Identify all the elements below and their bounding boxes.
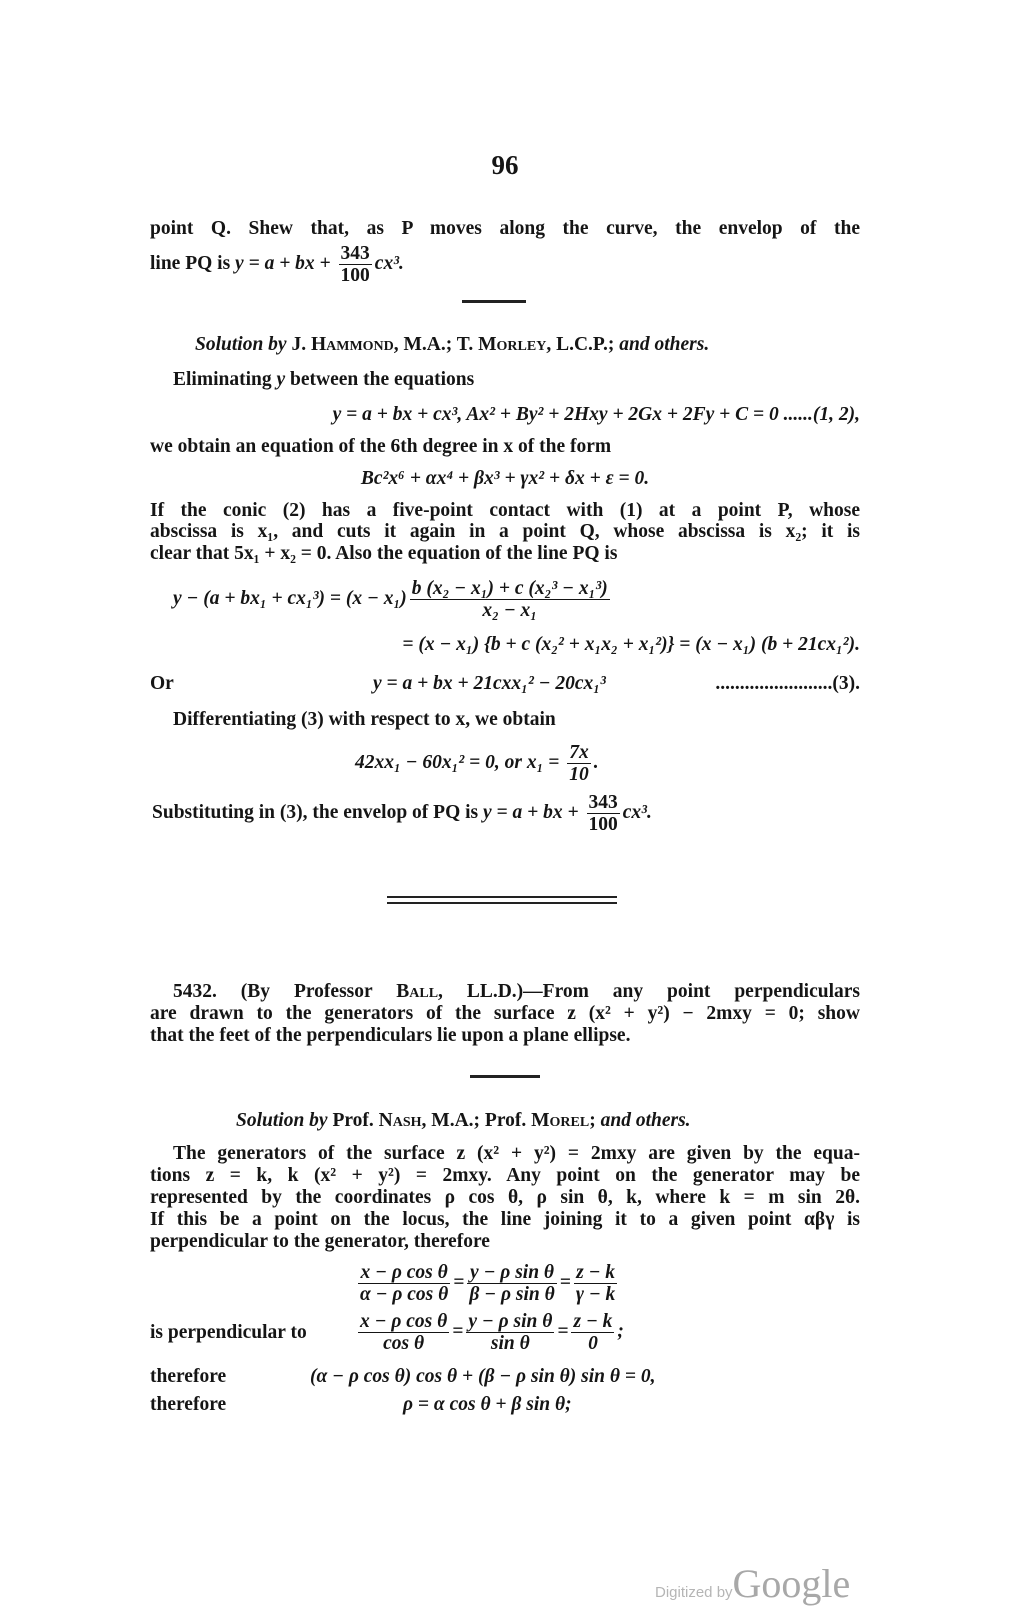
math: . (593, 751, 599, 773)
conclusion-line (152, 792, 862, 835)
numerator: 343 (588, 792, 618, 813)
therefore-label: therefore (150, 1394, 227, 1415)
numerator: 343 (340, 243, 370, 264)
paragraph-line: tions z = k, k (x² + y²) = 2mxy. Any point on the generator may be (150, 1165, 860, 1186)
solution-heading (236, 1110, 946, 1132)
denominator: x₂ − x₁ (482, 600, 538, 621)
page-number: 96 (491, 150, 519, 180)
text: , M.A.; Prof. (421, 1110, 532, 1131)
numerator: y − ρ sin θ (467, 1262, 556, 1284)
paragraph-line (173, 369, 883, 391)
solution-label: Solution by (195, 334, 287, 355)
google-watermark (655, 1560, 850, 1607)
paragraph-line: represented by the coordinates ρ cos θ, ρ sin θ, k, where k = m sin 2θ. (150, 1187, 860, 1208)
denominator: cos θ (383, 1333, 425, 1354)
or-label: Or (150, 673, 174, 694)
lhs: y − (a + bx₁ + cx₁³) = (x − x₁) (173, 587, 407, 609)
semicolon: ; (617, 1320, 624, 1342)
question-5432-line-1 (173, 981, 860, 1003)
prev-problem-line-1: point Q. Shew that, as P moves along the curve, the envelop of the (150, 218, 860, 239)
numerator: z − k (574, 1262, 617, 1284)
math: y = a + bx + (235, 252, 336, 274)
math: y (276, 369, 286, 390)
text: Prof. (327, 1110, 379, 1131)
double-rule-top (387, 896, 617, 898)
math: cx³. (374, 252, 404, 274)
math: cx³. (622, 801, 652, 823)
author-name: Morel (531, 1110, 590, 1131)
fraction (467, 1262, 556, 1305)
text: , LL.D.)—From any point perpendiculars (438, 981, 861, 1002)
denominator: sin θ (490, 1333, 530, 1354)
equals: = (452, 1320, 464, 1342)
equals: = (453, 1271, 465, 1293)
paragraph-line: abscissa is x₁, and cuts it again in a point Q, whose abscissa is x₂; it is (150, 521, 860, 542)
text: (By Professor (216, 981, 397, 1002)
numerator: 7x (569, 742, 589, 763)
fraction (567, 742, 591, 785)
text: Substituting in (3), the envelop of PQ is (152, 801, 483, 823)
equation-3: y = a + bx + 21cxx₁² − 20cx₁³ (373, 673, 606, 694)
equation-sextic: Bc²x⁶ + αx⁴ + βx³ + γx² + δx + ε = 0. (360, 468, 650, 489)
fraction (466, 1311, 554, 1354)
fraction (587, 792, 620, 835)
author-name: Nash (378, 1110, 422, 1131)
perpendicular-label: is perpendicular to (150, 1322, 307, 1343)
fraction (571, 1311, 614, 1354)
denominator: α − ρ cos θ (360, 1284, 449, 1305)
numerator: z − k (573, 1311, 613, 1332)
equation-1-2: y = a + bx + cx³, Ax² + By² + 2Hxy + 2Gx + 2Fy + C = 0 ......(1, 2), (332, 404, 860, 425)
equation-rho: ρ = α cos θ + β sin θ; (403, 1394, 572, 1415)
equation-3-tag: ........................(3). (715, 673, 860, 694)
fraction (358, 1262, 450, 1305)
text: ; (589, 1110, 601, 1131)
equals: = (559, 1271, 571, 1293)
fraction (358, 1311, 449, 1354)
equation-foot: (α − ρ cos θ) cos θ + (β − ρ sin θ) sin θ = 0, (310, 1366, 656, 1387)
equation-generator-line (355, 1262, 1010, 1305)
text: Eliminating (173, 369, 277, 390)
paragraph-line: we obtain an equation of the 6th degree in x of the form (150, 436, 612, 457)
question-5432-line-3: that the feet of the perpendiculars lie upon a plane ellipse. (150, 1025, 631, 1046)
others-label: and others. (600, 1110, 691, 1131)
paragraph-line: Differentiating (3) with respect to x, we obtain (173, 709, 556, 730)
others-label: and others. (619, 334, 710, 355)
fraction (574, 1262, 617, 1305)
denominator: 0 (588, 1333, 598, 1354)
denominator: 100 (588, 814, 618, 835)
paragraph-line: If this be a point on the locus, the line joining it to a given point αβγ is (150, 1209, 860, 1230)
denominator: β − ρ sin θ (469, 1284, 555, 1305)
therefore-label: therefore (150, 1366, 227, 1387)
numerator: b (x₂ − x₁) + c (x₂³ − x₁³) (411, 578, 608, 599)
text: line PQ is (150, 252, 236, 274)
author-name: Hammond (310, 334, 394, 355)
question-5432-line-2: are drawn to the generators of the surface z (x² + y²) − 2mxy = 0; show (150, 1003, 860, 1024)
math: y = a + bx + (483, 801, 584, 823)
solution-label: Solution by (236, 1110, 328, 1131)
question-number: 5432. (173, 981, 217, 1002)
equation-line-pq-simplified: = (x − x₁) {b + c (x₂² + x₁x₂ + x₁²)} = (x − x₁) (b + 21cx₁²). (402, 634, 860, 655)
fraction (339, 243, 372, 286)
digitized-by-text: Digitized by (655, 1584, 733, 1601)
numerator: y − ρ sin θ (468, 1311, 553, 1332)
numerator: x − ρ cos θ (358, 1262, 450, 1284)
equals: = (557, 1320, 569, 1342)
math: 42xx₁ − 60x₁² = 0, or x₁ = (355, 751, 565, 773)
equation-generator-direction (355, 1311, 1010, 1354)
denominator: 10 (569, 764, 589, 785)
text: J. (291, 334, 311, 355)
author-name: Ball (396, 981, 439, 1002)
denominator: γ − k (575, 1284, 616, 1305)
fraction (410, 578, 610, 621)
author-name: Morley (478, 334, 547, 355)
paragraph-line: If the conic (2) has a five-point contact with (1) at a point P, whose (150, 500, 860, 521)
text: , M.A.; T. (393, 334, 479, 355)
paragraph-line: The generators of the surface z (x² + y²) = 2mxy are given by the equa- (173, 1143, 860, 1164)
paragraph-line: perpendicular to the generator, therefore (150, 1231, 490, 1252)
text: between the equations (285, 369, 475, 390)
text: , L.C.P.; (546, 334, 620, 355)
paragraph-line: clear that 5x₁ + x₂ = 0. Also the equation of the line PQ is (150, 543, 618, 564)
divider (470, 1075, 540, 1078)
prev-problem-line-2 (150, 243, 860, 286)
denominator: 100 (340, 265, 370, 286)
equation-derivative (355, 742, 1010, 785)
divider (462, 300, 526, 303)
google-logo: Google (732, 1561, 851, 1606)
equation-line-pq (173, 578, 883, 621)
numerator: x − ρ cos θ (360, 1311, 448, 1332)
double-rule-bottom (387, 902, 617, 904)
solution-heading (195, 334, 905, 356)
